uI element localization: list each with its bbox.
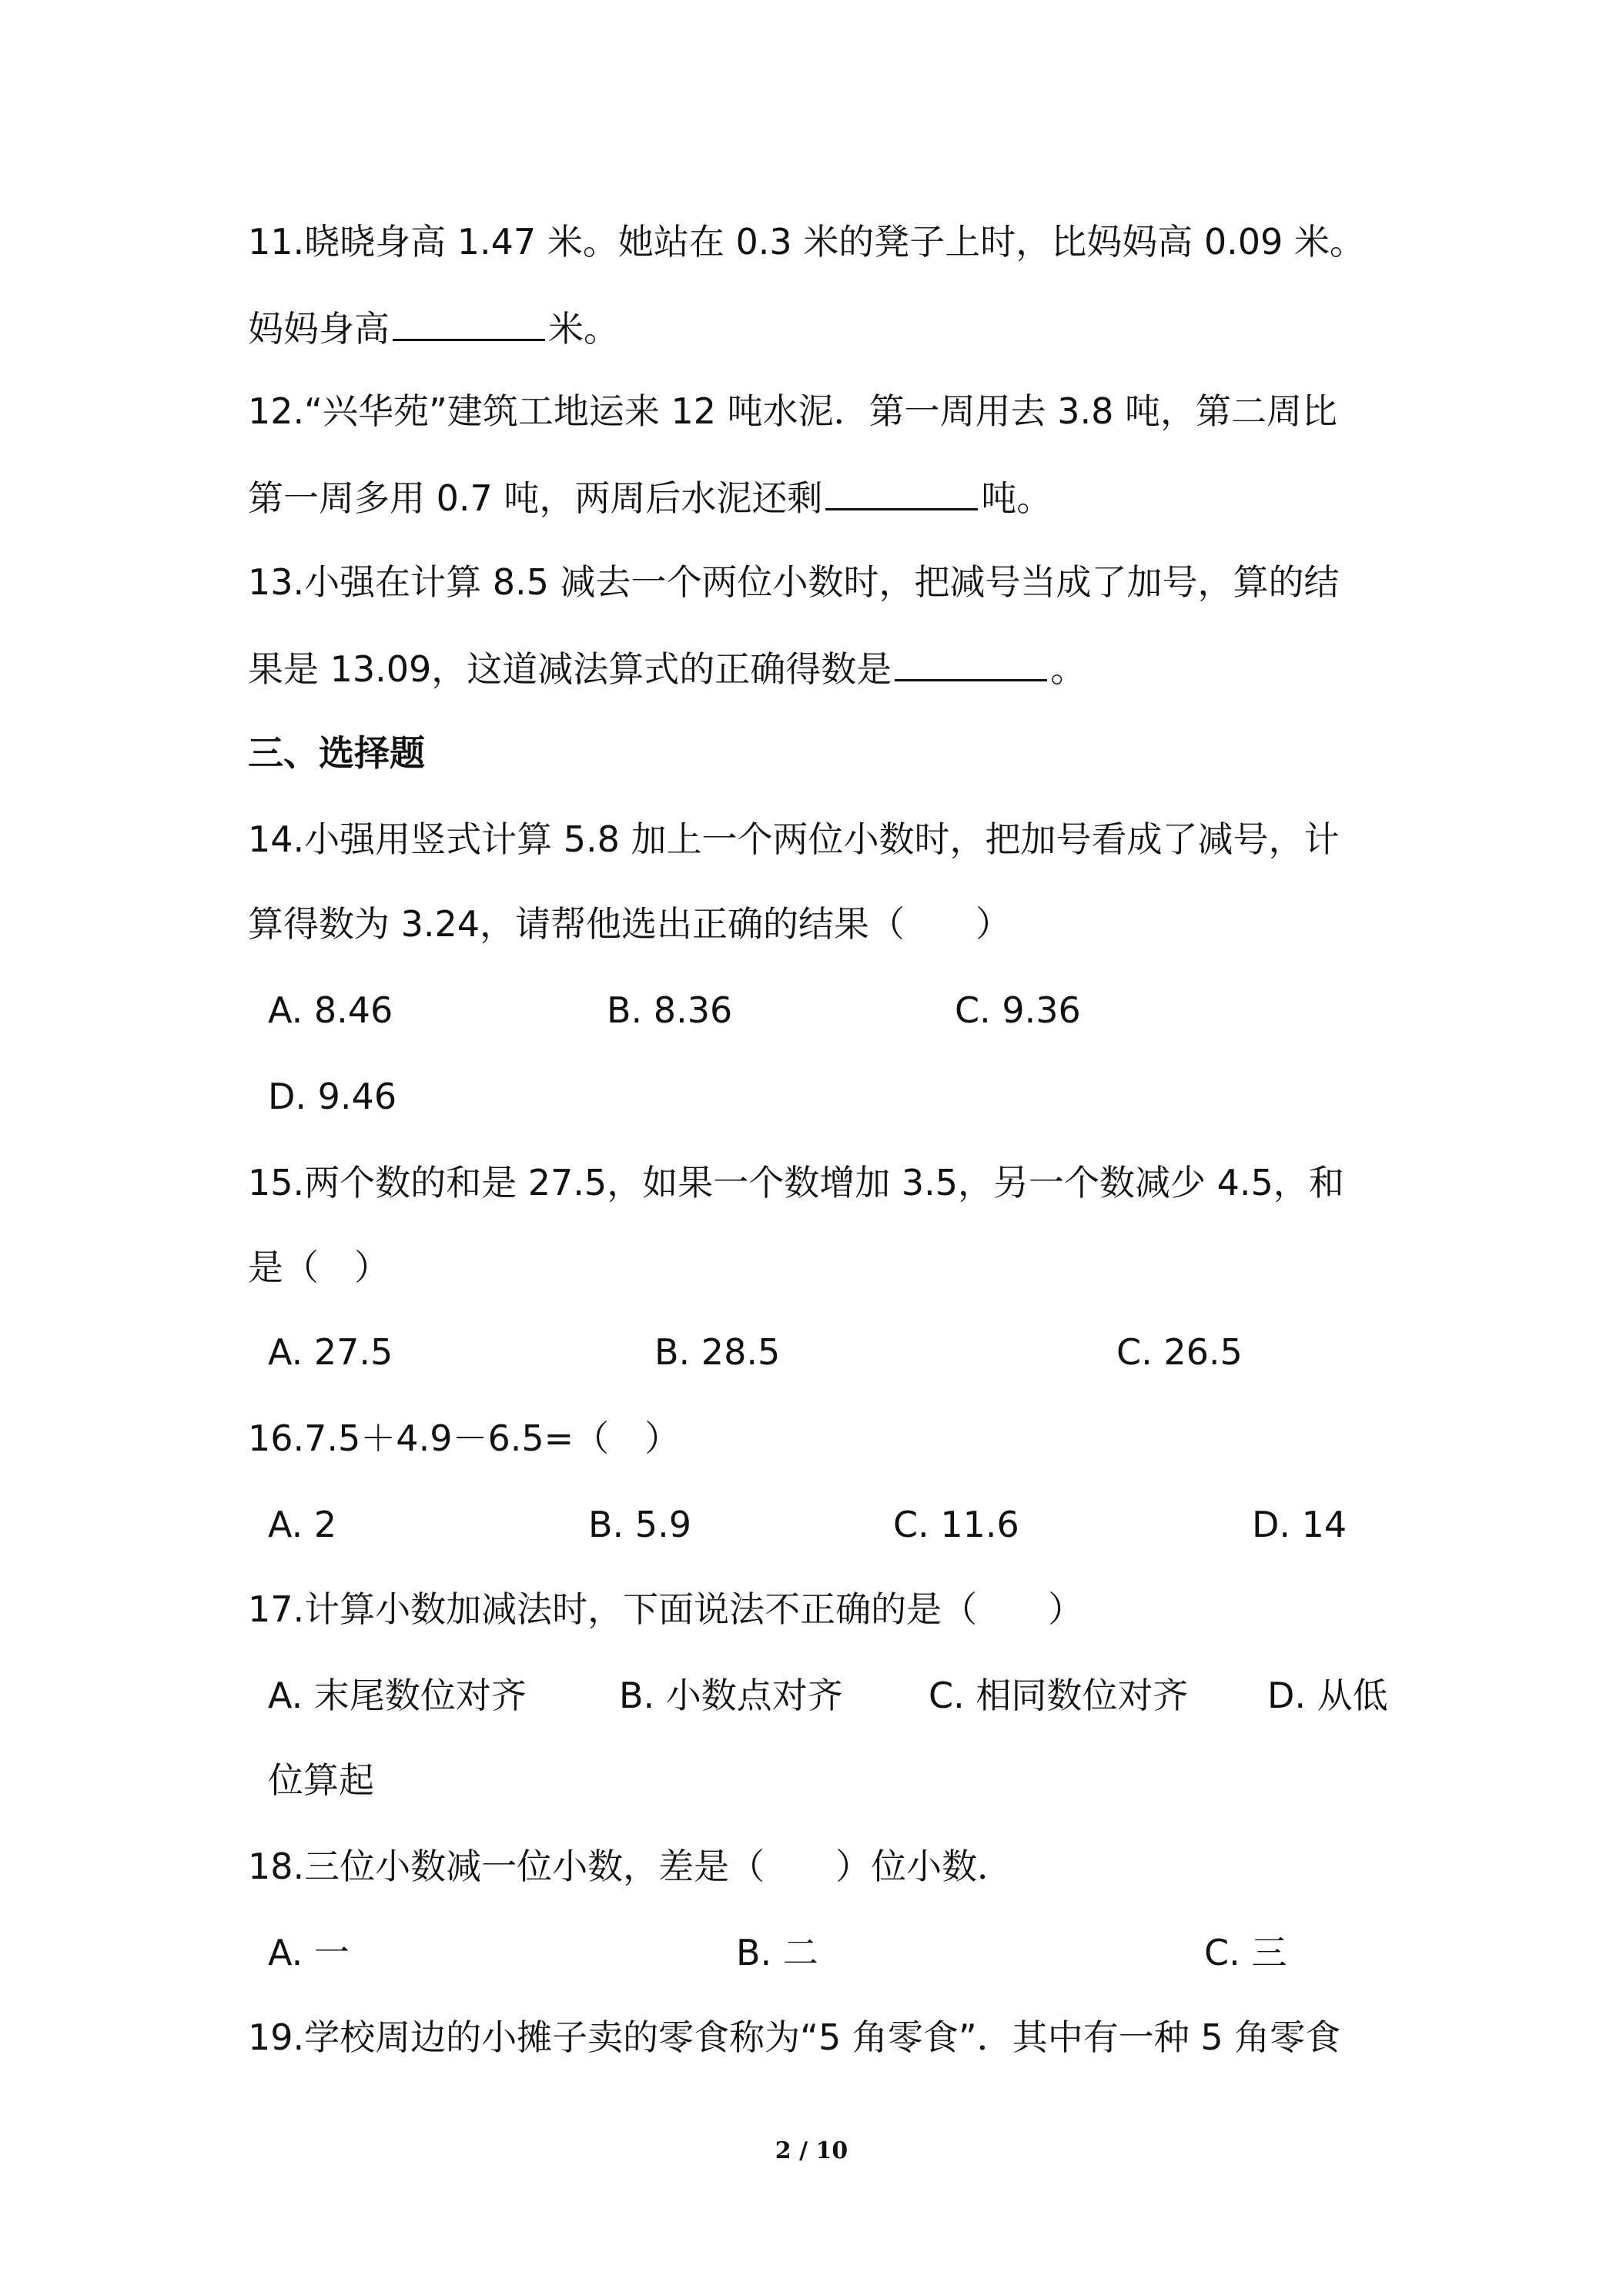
q15-line1: 15.两个数的和是 27.5，如果一个数增加 3.5，另一个数减少 4.5，和 xyxy=(248,1162,1344,1203)
q13-line2-pre: 果是 13.09，这道减法算式的正确得数是 xyxy=(248,648,892,690)
q16-option-d[interactable]: D. 14 xyxy=(1252,1504,1347,1545)
q12-line2 xyxy=(248,473,1052,521)
q15-option-b[interactable]: B. 28.5 xyxy=(654,1331,781,1373)
q17-option-c[interactable]: C. 相同数位对齐 xyxy=(929,1675,1189,1716)
q17-option-d-continuation: 位算起 xyxy=(268,1759,374,1801)
q16-option-c[interactable]: C. 11.6 xyxy=(893,1504,1019,1545)
section-heading-choice: 三、选择题 xyxy=(248,732,425,774)
q15-option-a[interactable]: A. 27.5 xyxy=(268,1331,393,1373)
q13-line2 xyxy=(248,644,1086,692)
q15-option-c[interactable]: C. 26.5 xyxy=(1116,1331,1243,1373)
q14-line2: 算得数为 3.24，请帮他选出正确的结果（ ） xyxy=(248,903,1012,945)
q11-answer-blank[interactable] xyxy=(393,303,545,341)
q11-line1: 11.晓晓身高 1.47 米。她站在 0.3 米的凳子上时，比妈妈高 0.09 米。 xyxy=(248,221,1365,263)
q11-line2-pre: 妈妈身高 xyxy=(248,308,390,350)
q15-line2: 是（ ） xyxy=(248,1247,390,1288)
q17-line1: 17.计算小数加减法时，下面说法不正确的是（ ） xyxy=(248,1588,1084,1630)
q14-option-b[interactable]: B. 8.36 xyxy=(607,989,733,1031)
q14-option-c[interactable]: C. 9.36 xyxy=(955,989,1081,1031)
q17-option-d[interactable]: D. 从低 xyxy=(1267,1675,1388,1716)
q19-line1: 19.学校周边的小摊子卖的零食称为“5 角零食”．其中有一种 5 角零食 xyxy=(248,2017,1341,2058)
q16-option-a[interactable]: A. 2 xyxy=(268,1504,337,1545)
q13-line2-post: 。 xyxy=(1050,648,1086,690)
q13-answer-blank[interactable] xyxy=(895,644,1047,681)
q12-line2-pre: 第一周多用 0.7 吨，两周后水泥还剩 xyxy=(248,477,823,519)
q17-option-a[interactable]: A. 末尾数位对齐 xyxy=(268,1675,527,1716)
q12-line2-post: 吨。 xyxy=(981,477,1052,519)
q12-answer-blank[interactable] xyxy=(825,473,978,510)
q14-option-a[interactable]: A. 8.46 xyxy=(268,989,393,1031)
q18-line1: 18.三位小数减一位小数，差是（ ）位小数． xyxy=(248,1846,1013,1887)
q16-line1: 16.7.5＋4.9－6.5=（ ） xyxy=(248,1417,681,1459)
page-number: 2 / 10 xyxy=(775,2137,848,2164)
q11-line2 xyxy=(248,303,619,352)
q18-option-c[interactable]: C. 三 xyxy=(1204,1932,1287,1973)
q13-line1: 13.小强在计算 8.5 减去一个两位小数时，把减号当成了加号，算的结 xyxy=(248,561,1340,603)
q12-line1: 12.“兴华苑”建筑工地运来 12 吨水泥．第一周用去 3.8 吨，第二周比 xyxy=(248,390,1337,432)
q18-option-b[interactable]: B. 二 xyxy=(736,1932,818,1973)
q11-line2-post: 米。 xyxy=(548,308,619,350)
q14-option-d[interactable]: D. 9.46 xyxy=(268,1076,397,1117)
q18-option-a[interactable]: A. 一 xyxy=(268,1932,350,1973)
q14-line1: 14.小强用竖式计算 5.8 加上一个两位小数时，把加号看成了减号，计 xyxy=(248,818,1340,860)
q16-option-b[interactable]: B. 5.9 xyxy=(588,1504,691,1545)
q17-option-b[interactable]: B. 小数点对齐 xyxy=(619,1675,843,1716)
